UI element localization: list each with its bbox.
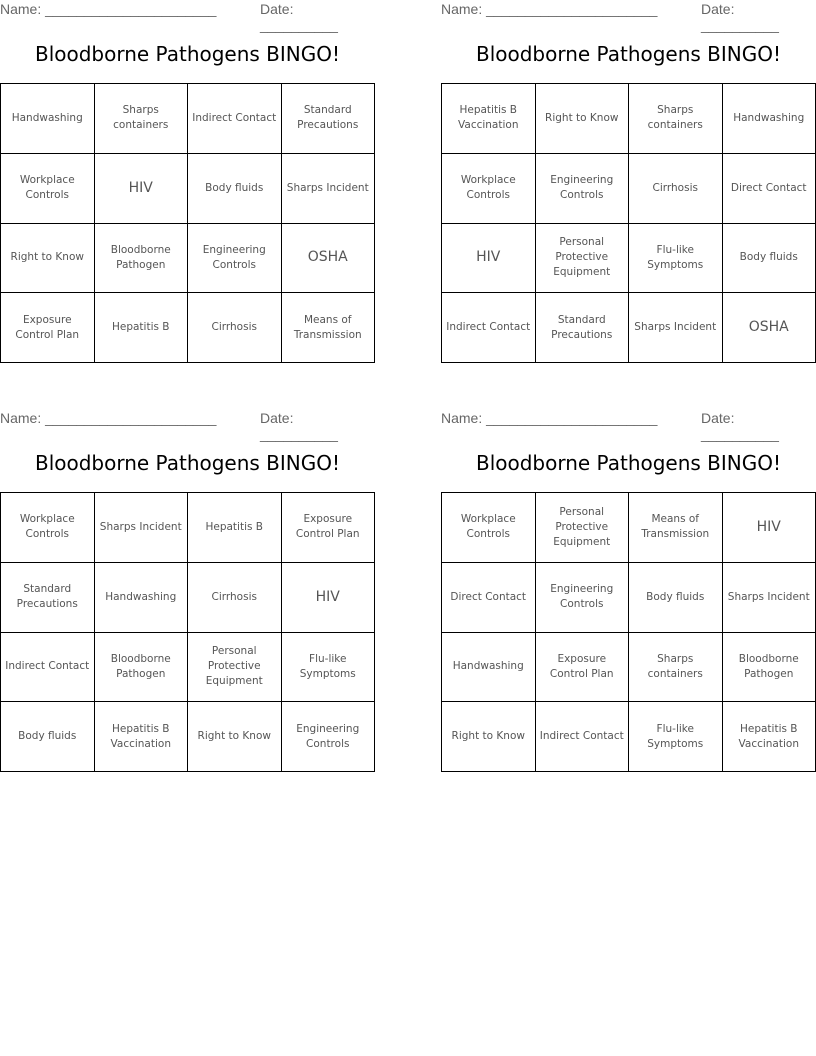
bingo-grid: [441, 492, 816, 772]
bingo-cell: Right to Know: [442, 702, 536, 772]
bingo-cell: Engineering Controls: [281, 702, 375, 772]
bingo-row: [442, 493, 816, 563]
bingo-row: [1, 493, 375, 563]
bingo-row: [442, 84, 816, 154]
bingo-cell: Right to Know: [535, 84, 629, 154]
name-field-label: Name: ______________________: [0, 1, 217, 17]
bingo-cell: HIV: [442, 223, 536, 293]
bingo-cell: Sharps Incident: [94, 493, 188, 563]
bingo-cell: Exposure Control Plan: [535, 632, 629, 702]
bingo-grid: [0, 83, 375, 363]
card-title: Bloodborne Pathogens BINGO!: [475, 42, 782, 66]
bingo-cell: Bloodborne Pathogen: [94, 632, 188, 702]
bingo-cell: Sharps Incident: [629, 293, 723, 363]
bingo-cell: Flu-like Symptoms: [629, 702, 723, 772]
name-date-row: [0, 410, 375, 442]
bingo-cell: OSHA: [722, 293, 816, 363]
name-date-row: [441, 1, 816, 33]
bingo-cell: Workplace Controls: [442, 493, 536, 563]
bingo-cell: Body fluids: [188, 153, 282, 223]
bingo-row: [442, 223, 816, 293]
card-title: Bloodborne Pathogens BINGO!: [34, 42, 341, 66]
bingo-cell: Handwashing: [94, 562, 188, 632]
bingo-cell: OSHA: [281, 223, 375, 293]
bingo-cell: Standard Precautions: [1, 562, 95, 632]
bingo-cell: Personal Protective Equipment: [535, 223, 629, 293]
bingo-cell: HIV: [281, 562, 375, 632]
bingo-cell: Handwashing: [722, 84, 816, 154]
bingo-cell: Cirrhosis: [188, 562, 282, 632]
bingo-cell: Right to Know: [1, 223, 95, 293]
bingo-cell: Sharps Incident: [722, 562, 816, 632]
bingo-cell: Right to Know: [188, 702, 282, 772]
bingo-cell: Bloodborne Pathogen: [722, 632, 816, 702]
bingo-cell: Flu-like Symptoms: [281, 632, 375, 702]
bingo-cell: Indirect Contact: [442, 293, 536, 363]
bingo-cell: Hepatitis B: [94, 293, 188, 363]
date-field-label: Date: __________: [260, 410, 338, 442]
bingo-cell: Bloodborne Pathogen: [94, 223, 188, 293]
bingo-cell: Flu-like Symptoms: [629, 223, 723, 293]
bingo-cell: Handwashing: [442, 632, 536, 702]
bingo-grid: [0, 492, 375, 772]
name-date-row: [0, 1, 375, 33]
bingo-row: [1, 153, 375, 223]
bingo-cell: Workplace Controls: [1, 493, 95, 563]
bingo-cell: Body fluids: [629, 562, 723, 632]
bingo-cell: Indirect Contact: [535, 702, 629, 772]
bingo-cell: Means of Transmission: [629, 493, 723, 563]
bingo-row: [442, 293, 816, 363]
bingo-cell: Cirrhosis: [629, 153, 723, 223]
bingo-cell: Personal Protective Equipment: [188, 632, 282, 702]
bingo-cell: Indirect Contact: [1, 632, 95, 702]
bingo-cell: Means of Transmission: [281, 293, 375, 363]
bingo-cell: Sharps containers: [94, 84, 188, 154]
bingo-cell: Sharps containers: [629, 84, 723, 154]
bingo-row: [442, 562, 816, 632]
bingo-cell: Body fluids: [722, 223, 816, 293]
bingo-cell: Workplace Controls: [1, 153, 95, 223]
name-field-label: Name: ______________________: [441, 410, 658, 426]
date-field-label: Date: __________: [701, 1, 779, 33]
bingo-card: [441, 0, 816, 372]
bingo-row: [1, 293, 375, 363]
bingo-cell: Hepatitis B: [188, 493, 282, 563]
bingo-cell: Handwashing: [1, 84, 95, 154]
bingo-card: [0, 0, 375, 372]
bingo-cell: Cirrhosis: [188, 293, 282, 363]
bingo-row: [1, 223, 375, 293]
bingo-cell: Sharps Incident: [281, 153, 375, 223]
bingo-cell: Exposure Control Plan: [1, 293, 95, 363]
bingo-cell: Engineering Controls: [188, 223, 282, 293]
bingo-row: [442, 632, 816, 702]
bingo-cell: Engineering Controls: [535, 562, 629, 632]
bingo-cell: Hepatitis B Vaccination: [722, 702, 816, 772]
card-title: Bloodborne Pathogens BINGO!: [475, 451, 782, 475]
bingo-row: [442, 153, 816, 223]
date-field-label: Date: __________: [701, 410, 779, 442]
bingo-cell: Body fluids: [1, 702, 95, 772]
bingo-cell: Direct Contact: [442, 562, 536, 632]
bingo-cell: Hepatitis B Vaccination: [94, 702, 188, 772]
bingo-cell: Workplace Controls: [442, 153, 536, 223]
bingo-row: [1, 84, 375, 154]
bingo-cell: Standard Precautions: [281, 84, 375, 154]
bingo-grid: [441, 83, 816, 363]
name-date-row: [441, 410, 816, 442]
bingo-card: [0, 409, 375, 781]
bingo-cell: Direct Contact: [722, 153, 816, 223]
bingo-cell: Hepatitis B Vaccination: [442, 84, 536, 154]
bingo-cell: HIV: [94, 153, 188, 223]
bingo-cell: Sharps containers: [629, 632, 723, 702]
bingo-cell: Indirect Contact: [188, 84, 282, 154]
bingo-cell: Standard Precautions: [535, 293, 629, 363]
bingo-row: [1, 632, 375, 702]
bingo-row: [1, 702, 375, 772]
bingo-card: [441, 409, 816, 781]
date-field-label: Date: __________: [260, 1, 338, 33]
bingo-cell: Engineering Controls: [535, 153, 629, 223]
bingo-cell: Exposure Control Plan: [281, 493, 375, 563]
name-field-label: Name: ______________________: [0, 410, 217, 426]
name-field-label: Name: ______________________: [441, 1, 658, 17]
bingo-cell: Personal Protective Equipment: [535, 493, 629, 563]
bingo-row: [1, 562, 375, 632]
bingo-row: [442, 702, 816, 772]
bingo-cell: HIV: [722, 493, 816, 563]
card-title: Bloodborne Pathogens BINGO!: [34, 451, 341, 475]
